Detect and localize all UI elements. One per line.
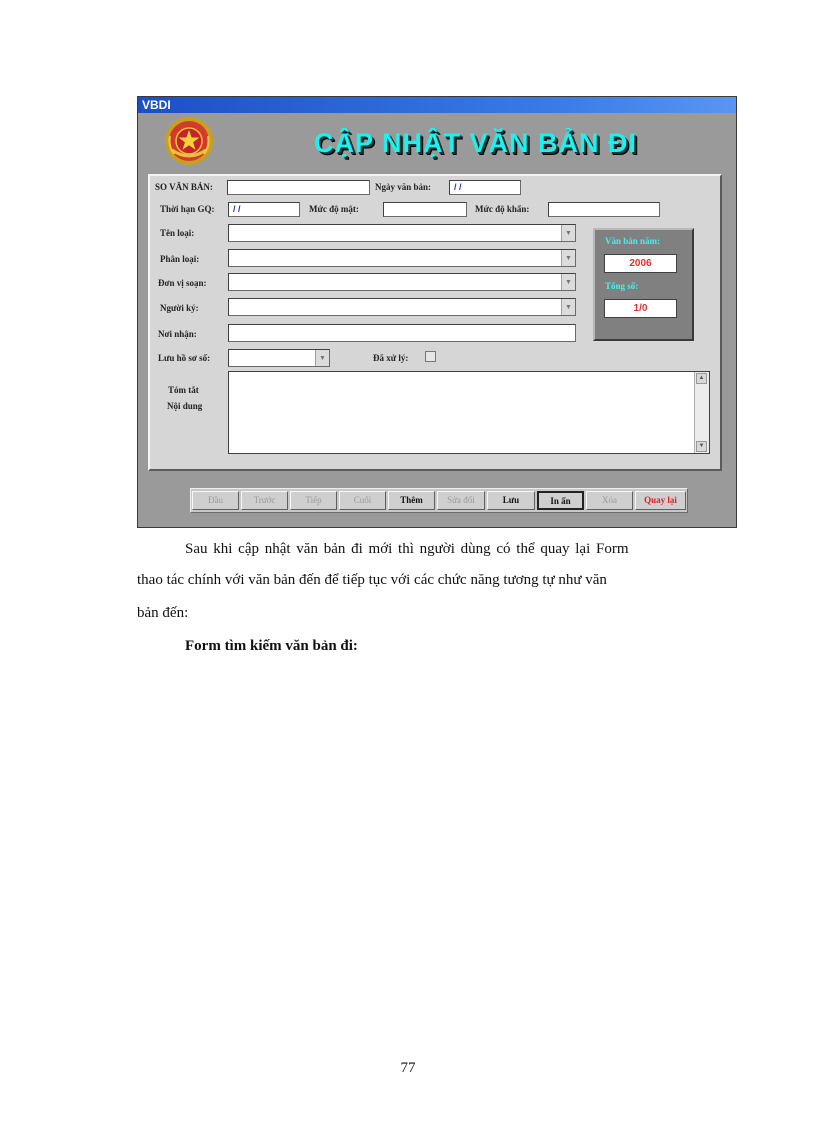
so-van-ban-label: SO VĂN BẢN: — [155, 182, 213, 192]
paragraph-line-3: bản đến: — [137, 605, 189, 621]
nguoi-ky-label: Người ký: — [160, 303, 199, 313]
chevron-down-icon[interactable]: ▼ — [315, 350, 329, 366]
phan-loai-select[interactable] — [228, 249, 576, 267]
delete-button[interactable]: Xóa — [586, 491, 633, 510]
statistics-box — [593, 228, 694, 341]
page-number: 77 — [400, 1060, 416, 1076]
da-xu-ly-label: Đã xử lý: — [373, 353, 409, 363]
luu-ho-so-label: Lưu hồ sơ số: — [158, 353, 211, 363]
luu-ho-so-select[interactable] — [228, 349, 330, 367]
chevron-down-icon[interactable]: ▼ — [561, 225, 575, 241]
don-vi-soan-label: Đơn vị soạn: — [158, 278, 207, 288]
paragraph-line-1: Sau khi cập nhật văn bản đi mới thì người dùng có thể quay lại Form — [185, 541, 629, 557]
save-button[interactable]: Lưu — [487, 491, 535, 510]
form-title: CẬP NHẬT VĂN BẢN ĐI — [314, 128, 638, 158]
year-value: 2006 — [604, 254, 677, 273]
back-button[interactable]: Quay lại — [635, 491, 686, 510]
thoi-han-input[interactable]: / / — [228, 202, 300, 217]
print-button[interactable]: In ấn — [537, 491, 584, 510]
ten-loai-select[interactable] — [228, 224, 576, 242]
don-vi-soan-select[interactable] — [228, 273, 576, 291]
muc-do-mat-label: Mức độ mật: — [309, 204, 359, 214]
form-window-screenshot — [137, 96, 737, 528]
window-title-bar: VBDI — [138, 97, 736, 113]
nguoi-ky-select[interactable] — [228, 298, 576, 316]
da-xu-ly-checkbox[interactable] — [425, 351, 436, 362]
ngay-van-ban-label: Ngày văn bản: — [375, 182, 432, 192]
phan-loai-label: Phân loại: — [160, 254, 200, 264]
previous-button[interactable]: Trước — [241, 491, 288, 510]
form-panel — [148, 174, 722, 471]
last-button[interactable]: Cuối — [339, 491, 386, 510]
muc-do-khan-label: Mức độ khẩn: — [475, 204, 530, 214]
year-label: Văn bản năm: — [605, 236, 661, 246]
scroll-up-icon[interactable]: ▲ — [696, 373, 707, 384]
section-heading: Form tìm kiếm văn bản đi: — [185, 638, 358, 654]
total-label: Tổng số: — [605, 281, 639, 291]
noi-dung-label: Nội dung — [167, 401, 203, 411]
tom-tat-label: Tóm tắt — [168, 385, 199, 395]
ngay-van-ban-input[interactable]: / / — [449, 180, 521, 195]
button-bar — [190, 488, 688, 513]
muc-do-mat-input[interactable] — [383, 202, 467, 217]
chevron-down-icon[interactable]: ▼ — [561, 250, 575, 266]
total-value: 1/0 — [604, 299, 677, 318]
scroll-down-icon[interactable]: ▼ — [696, 441, 707, 452]
first-button[interactable]: Đầu — [192, 491, 239, 510]
edit-button[interactable]: Sửa đổi — [437, 491, 485, 510]
noi-nhan-label: Nơi nhận: — [158, 329, 197, 339]
noi-dung-textarea[interactable] — [228, 371, 710, 454]
thoi-han-label: Thời hạn GQ: — [160, 204, 215, 214]
add-button[interactable]: Thêm — [388, 491, 435, 510]
noi-nhan-input[interactable] — [228, 324, 576, 342]
scrollbar[interactable] — [694, 372, 709, 453]
paragraph-line-2: thao tác chính với văn bản đến để tiếp tục với các chức năng tương tự như văn — [137, 572, 607, 588]
chevron-down-icon[interactable]: ▼ — [561, 299, 575, 315]
next-button[interactable]: Tiếp — [290, 491, 337, 510]
muc-do-khan-input[interactable] — [548, 202, 660, 217]
national-emblem-icon — [164, 116, 214, 166]
so-van-ban-input[interactable] — [227, 180, 370, 195]
chevron-down-icon[interactable]: ▼ — [561, 274, 575, 290]
ten-loai-label: Tên loại: — [160, 228, 195, 238]
